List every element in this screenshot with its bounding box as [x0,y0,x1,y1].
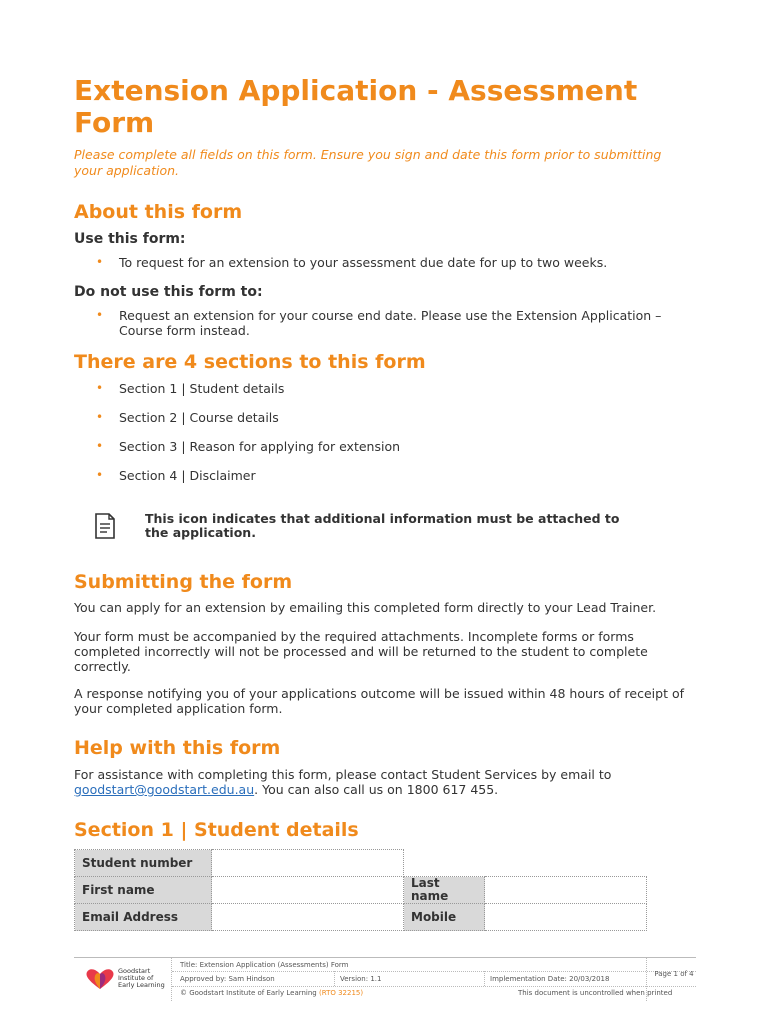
footer-implementation-date: Implementation Date: 20/03/2018 [490,975,610,983]
bullet-icon: • [96,308,104,322]
use-heading: Use this form: [74,231,186,247]
email-address-label: Email Address [75,904,212,931]
submitting-paragraph-1: You can apply for an extension by emailing this completed form directly to your Lead Trainer. [74,600,657,615]
footer-uncontrolled-notice: This document is uncontrolled when printed [518,989,673,997]
student-number-field[interactable] [212,850,404,877]
submitting-heading: Submitting the form [74,571,293,593]
section1-heading: Section 1 | Student details [74,819,359,841]
heart-logo-icon [83,967,117,991]
submitting-paragraph-2: Your form must be accompanied by the required attachments. Incomplete forms or forms completed incorrectly will not be processed and will be returned to the student to complete correctly. [74,629,648,674]
use-list [74,255,694,270]
list-item: • Section 4 | Disclaimer [96,468,256,483]
not-use-list [74,308,694,338]
first-name-label: First name [75,877,212,904]
bullet-icon: • [96,381,104,395]
footer-rto: (RTO 32215) [318,989,364,997]
list-item: • To request for an extension to your assessment due date for up to two weeks. [96,255,608,270]
footer-copyright: © Goodstart Institute of Early Learning (RTO 32215) [180,989,364,997]
email-link[interactable]: goodstart@goodstart.edu.au [74,782,255,797]
document-footer [74,957,696,1000]
help-paragraph: For assistance with completing this form, please contact Student Services by email to goodstart@goodstart.edu.au. You can also call us on 1800 617 455. [74,767,612,797]
list-item: • Section 1 | Student details [96,381,285,396]
submitting-paragraph-3: A response notifying you of your applications outcome will be issued within 48 hours of receipt of your completed application form. [74,686,684,716]
mobile-field[interactable] [485,904,647,931]
bullet-icon: • [96,255,104,269]
bullet-icon: • [96,439,104,453]
footer-version: Version: 1.1 [340,975,382,983]
list-item: • Request an extension for your course end date. Please use the Extension Application – Course form instead. [96,308,662,338]
attachment-document-icon [92,512,118,540]
list-item: • Section 2 | Course details [96,410,279,425]
sections-heading: There are 4 sections to this form [74,351,426,373]
help-heading: Help with this form [74,737,281,759]
attachment-note: This icon indicates that additional information must be attached to the application. [145,511,620,540]
sections-list [74,381,694,497]
last-name-field[interactable] [485,877,647,904]
about-heading: About this form [74,201,243,223]
first-name-field[interactable] [212,877,404,904]
footer-approved-by: Approved by: Sam Hindson [180,975,275,983]
student-number-label: Student number [75,850,212,877]
not-use-heading: Do not use this form to: [74,284,263,300]
last-name-label: Last name [404,877,485,904]
logo-text: Goodstart Institute of Early Learning [118,967,165,989]
intro-text: Please complete all fields on this form. Ensure you sign and date this form prior to submitting your application. [74,147,662,178]
bullet-icon: • [96,468,104,482]
page-title: Extension Application - Assessment Form [74,74,638,139]
email-address-field[interactable] [212,904,404,931]
goodstart-logo [74,958,172,1001]
bullet-icon: • [96,410,104,424]
footer-page-number: Page 1 of 4 [654,970,694,978]
footer-title: Title: Extension Application (Assessments) Form [180,961,349,969]
list-item: • Section 3 | Reason for applying for extension [96,439,401,454]
mobile-label: Mobile [404,904,485,931]
student-details-table [74,849,647,931]
